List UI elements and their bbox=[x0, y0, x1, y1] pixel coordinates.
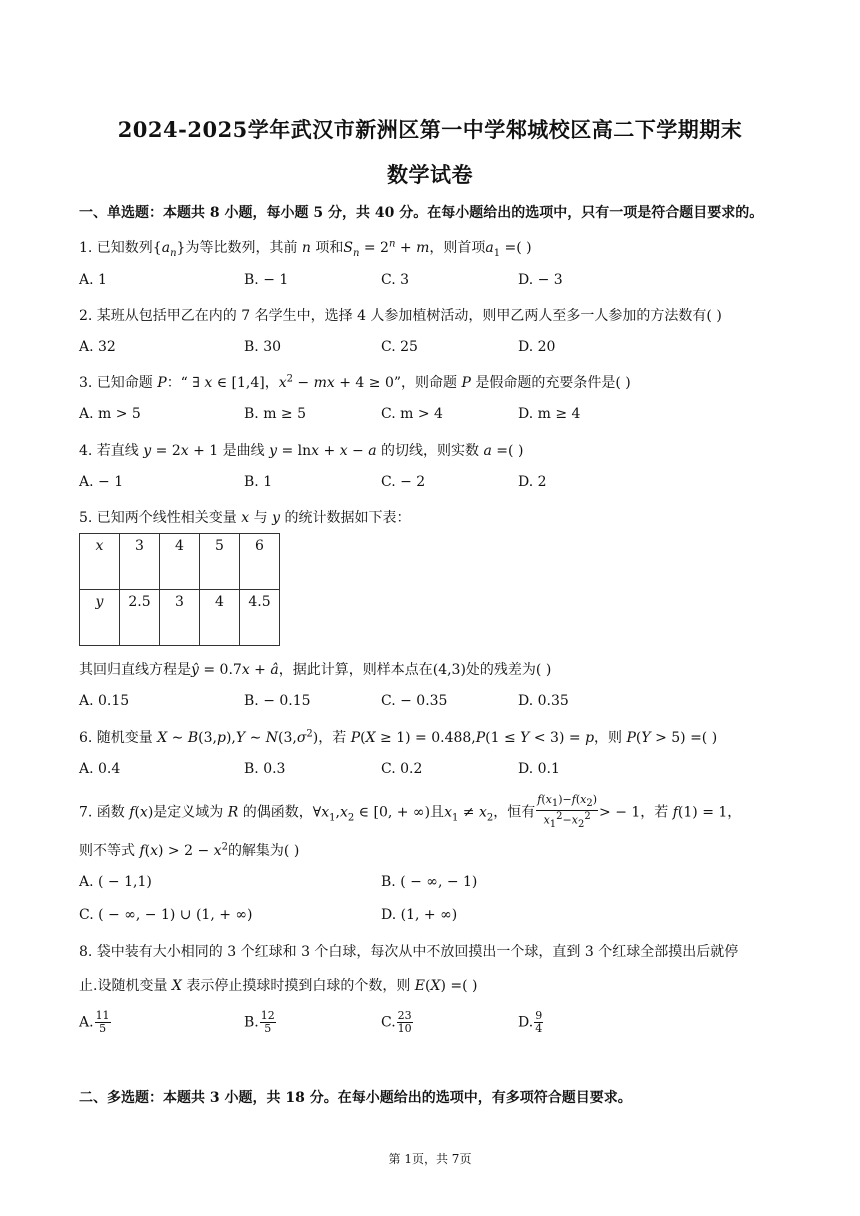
table-cell: 4 bbox=[200, 590, 240, 646]
q8-text-line2: 止.设随机变量 X 表示停止摸球时摸到白球的个数，则 E(X) =( ) bbox=[79, 978, 478, 994]
q7-option-d: D. (1, + ∞) bbox=[381, 907, 458, 923]
table-cell: 5 bbox=[200, 534, 240, 590]
q8-option-d: D. $\frac{9}{4}$ bbox=[518, 1009, 543, 1035]
q7-option-a: A. ( − 1,1) bbox=[79, 874, 152, 890]
q7-text-line1: 7. 函数 f(x)是定义域为 R 的偶函数，$\forall x_1,x_2$ ∈ [0, + ∞)且$x_1 \ne x_2$，恒有 $\frac{f(x_1)-f(x_2)}{x_1^2-x_2^2}$ > − 1，若 f(1) = 1， bbox=[79, 793, 742, 831]
q5-option-a: A. 0.15 bbox=[79, 693, 130, 709]
q6-option-c: C. 0.2 bbox=[381, 761, 423, 777]
q5-option-c: C. − 0.35 bbox=[381, 693, 448, 709]
table-header-y: y bbox=[80, 590, 120, 646]
q3-option-b: B. m ≥ 5 bbox=[244, 406, 307, 422]
table-cell: 3 bbox=[160, 590, 200, 646]
page-footer: 第 1页，共 7页 bbox=[388, 1152, 472, 1166]
q5-option-b: B. − 0.15 bbox=[244, 693, 311, 709]
q8-option-a: A. $\frac{11}{5}$ bbox=[79, 1009, 110, 1035]
q4-option-d: D. 2 bbox=[518, 474, 547, 490]
q2-option-b: B. 30 bbox=[244, 339, 282, 355]
q2-option-c: C. 25 bbox=[381, 339, 418, 355]
q3-text: 3. 已知命题 P：“ ∃ x ∈ [1,4]，$x^2$ − mx + 4 ≥ 0”，则命题 P 是假命题的充要条件是( ) bbox=[79, 373, 631, 391]
q4-text: 4. 若直线 y = 2x + 1 是曲线 y = lnx + x − a 的切线，则实数 a =( ) bbox=[79, 443, 524, 459]
q6-text: 6. 随机变量 X ∼ B(3,p),Y ∼ $N(3,\sigma^2)$，若 P(X ≥ 1) = 0.488,P(1 ≤ Y < 3) = p，则 P(Y > 5) =( ) bbox=[79, 728, 718, 746]
q2-option-a: A. 32 bbox=[79, 339, 116, 355]
exam-title-line2: 数学试卷 bbox=[387, 162, 473, 187]
q8-option-b: B. $\frac{12}{5}$ bbox=[244, 1009, 275, 1035]
q5-question: 其回归直线方程是ŷ = 0.7x + â，据此计算，则样本点在(4,3)处的残差为( ) bbox=[79, 662, 552, 678]
q1-text: 1. 已知数列$\{a_n\}$为等比数列，其前 n 项和$S_n = 2^n + m$，则首项$a_1$ =( ) bbox=[79, 238, 532, 259]
q2-text: 2. 某班从包括甲乙在内的 7 名学生中，选择 4 人参加植树活动，则甲乙两人至多一人参加的方法数有( ) bbox=[79, 308, 722, 324]
q7-option-b: B. ( − ∞, − 1) bbox=[381, 874, 478, 890]
section1-heading: 一、单选题：本题共 8 小题，每小题 5 分，共 40 分。在每小题给出的选项中，只有一项是符合题目要求的。 bbox=[79, 205, 764, 221]
q4-option-c: C. − 2 bbox=[381, 474, 426, 490]
q5-option-d: D. 0.35 bbox=[518, 693, 569, 709]
q3-option-c: C. m > 4 bbox=[381, 406, 443, 422]
table-cell: 4 bbox=[160, 534, 200, 590]
q7-text-line2: 则不等式 $f(x) > 2 - x^2$的解集为( ) bbox=[79, 841, 300, 859]
q4-option-a: A. − 1 bbox=[79, 474, 124, 490]
q3-option-d: D. m ≥ 4 bbox=[518, 406, 581, 422]
q6-option-b: B. 0.3 bbox=[244, 761, 286, 777]
q6-option-d: D. 0.1 bbox=[518, 761, 560, 777]
table-cell: 2.5 bbox=[120, 590, 160, 646]
q4-option-b: B. 1 bbox=[244, 474, 273, 490]
q5-text: 5. 已知两个线性相关变量 x 与 y 的统计数据如下表： bbox=[79, 510, 411, 526]
q8-text-line1: 8. 袋中装有大小相同的 3 个红球和 3 个白球，每次从中不放回摸出一个球，直到 3 个红球全部摸出后就停 bbox=[79, 944, 739, 960]
q3-option-a: A. m > 5 bbox=[79, 406, 141, 422]
table-row bbox=[80, 590, 280, 646]
table-cell: 3 bbox=[120, 534, 160, 590]
q1-option-b: B. − 1 bbox=[244, 272, 289, 288]
table-cell: 6 bbox=[240, 534, 280, 590]
table-cell: 4.5 bbox=[240, 590, 280, 646]
q1-option-c: C. 3 bbox=[381, 272, 410, 288]
section2-heading: 二、多选题：本题共 3 小题，共 18 分。在每小题给出的选项中，有多项符合题目要求。 bbox=[79, 1090, 632, 1106]
table-row bbox=[80, 534, 280, 590]
q6-option-a: A. 0.4 bbox=[79, 761, 121, 777]
q2-option-d: D. 20 bbox=[518, 339, 556, 355]
q1-option-d: D. − 3 bbox=[518, 272, 563, 288]
q7-option-c: C. ( − ∞, − 1) ∪ (1, + ∞) bbox=[79, 907, 253, 923]
table-header-x: x bbox=[80, 534, 120, 590]
q1-option-a: A. 1 bbox=[79, 272, 107, 288]
q8-option-c: C. $\frac{23}{10}$ bbox=[381, 1009, 412, 1035]
q5-data-table bbox=[79, 533, 280, 646]
exam-title-line1: 2024-2025学年武汉市新洲区第一中学邾城校区高二下学期期末 bbox=[117, 117, 743, 142]
